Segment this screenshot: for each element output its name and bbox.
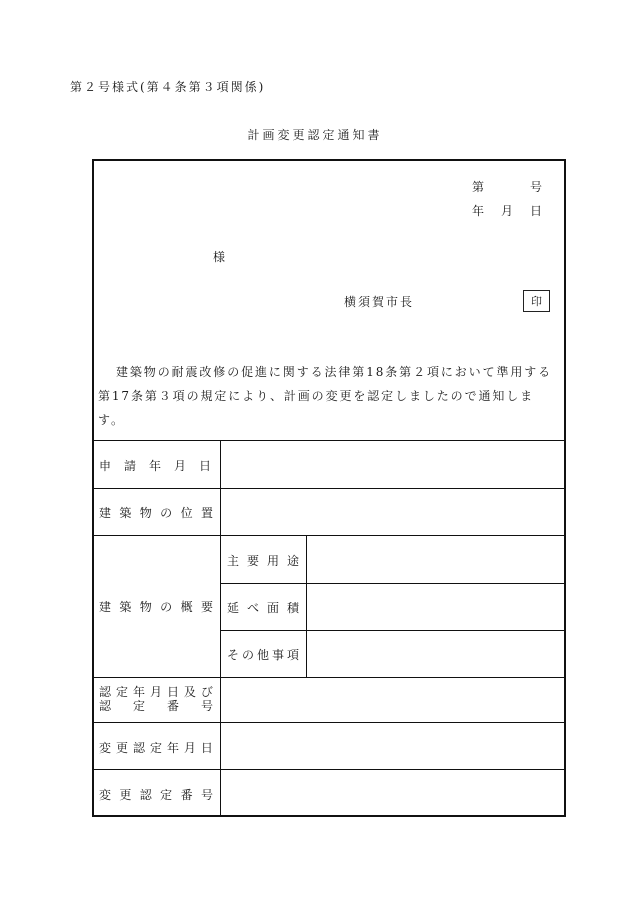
notice-body-text: 建築物の耐震改修の促進に関する法律第18条第２項において準用する第17条第３項の規定により、計画の変更を認定しましたので通知します。	[98, 365, 553, 427]
seal-box	[523, 290, 550, 312]
label-other-matters: そ の 他 事 項	[227, 648, 299, 662]
label-building-location: 建 築 物 の 位 置	[99, 506, 213, 520]
date-year: 年	[472, 204, 485, 218]
other-matters-value-cell[interactable]	[307, 631, 565, 677]
date-day: 日	[529, 204, 542, 218]
label-total-floor-area: 延 べ 面 積	[227, 601, 299, 615]
issuer-name: 横須賀市長	[344, 295, 415, 309]
number-suffix: 号	[529, 180, 542, 194]
issue-date	[472, 202, 542, 219]
label-application-date: 申 請 年 月 日	[99, 459, 211, 473]
date-month: 月	[500, 204, 513, 218]
document-number	[472, 178, 542, 195]
label-change-approval-number: 変 更 認 定 番 号	[99, 788, 213, 802]
form-code: 第２号様式(第４条第３項関係)	[70, 80, 266, 94]
addressee-suffix: 様	[213, 250, 226, 264]
change-approval-date-value-cell[interactable]	[221, 723, 565, 769]
number-prefix: 第	[472, 180, 485, 194]
label-change-approval-date: 変 更 認 定 年 月 日	[99, 741, 213, 755]
label-main-use: 主 要 用 途	[227, 554, 299, 568]
change-approval-number-value-cell[interactable]	[221, 770, 565, 815]
approval-date-number-value-cell[interactable]	[221, 678, 565, 722]
document-title: 計画変更認定通知書	[247, 128, 383, 142]
label-approval-date-number: 認 定 年 月 日 及 び 認 定 番 号	[99, 685, 213, 713]
total-floor-area-value-cell[interactable]	[307, 584, 565, 630]
main-use-value-cell[interactable]	[307, 536, 565, 583]
seal-label: 印	[531, 295, 542, 308]
application-date-value-cell[interactable]	[221, 441, 565, 488]
label-building-overview: 建 築 物 の 概 要	[99, 600, 213, 614]
building-location-value-cell[interactable]	[221, 489, 565, 535]
